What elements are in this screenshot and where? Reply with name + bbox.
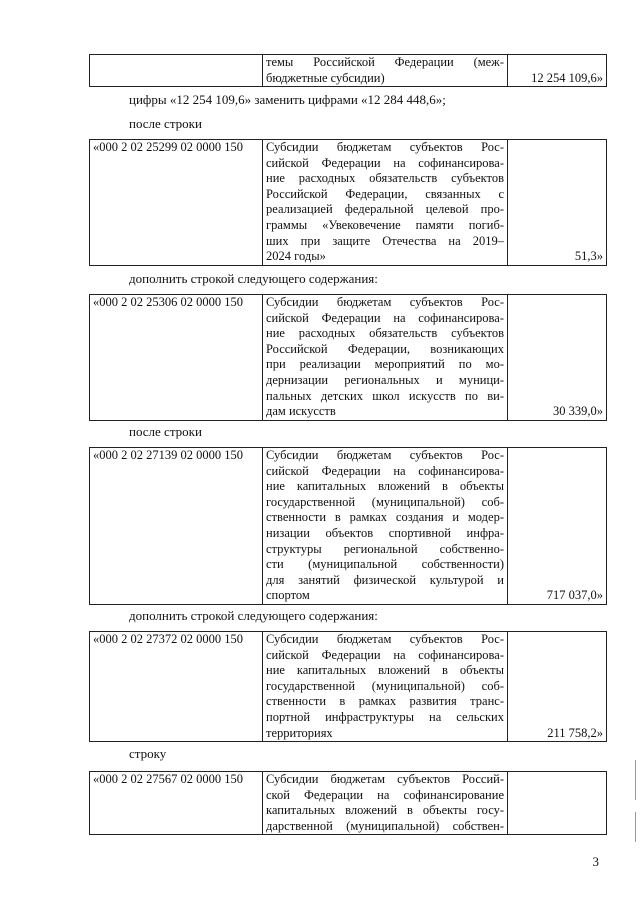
- description-cell: [263, 448, 508, 605]
- description-cell: [263, 632, 508, 742]
- description-line: ние капитальных вложений в объекты: [266, 479, 504, 494]
- description-cell: [263, 295, 508, 421]
- budget-table: [89, 447, 607, 605]
- description-line: территориях: [266, 725, 333, 740]
- description-line: дернизации региональных и муници-: [266, 372, 504, 387]
- code-cell: «000 2 02 25299 02 0000 150: [90, 140, 263, 266]
- budget-table: [89, 294, 607, 421]
- description-line: дам искусств: [266, 404, 336, 419]
- amount-cell: 211 758,2»: [508, 632, 607, 742]
- amount-cell: [508, 772, 607, 835]
- page-number: 3: [592, 854, 599, 869]
- description-line: Субсидии бюджетам субъектов Рос-: [266, 295, 504, 309]
- budget-table: [89, 631, 607, 742]
- description-line: сти (муниципальной собственности): [266, 557, 504, 572]
- budget-table: [89, 771, 607, 835]
- amendment-text: после строки: [129, 116, 202, 131]
- table-row: [90, 55, 607, 87]
- description-line: капитальных вложений в объекты госу-: [266, 803, 504, 818]
- budget-table: [89, 139, 607, 266]
- description-line: государственной (муниципальной) соб-: [266, 678, 504, 693]
- description-line: Субсидии бюджетам субъектов Рос-: [266, 140, 504, 154]
- code-cell: [90, 55, 263, 87]
- description-line: для занятий физической культурой и: [266, 572, 504, 587]
- budget-table-continued: [89, 54, 607, 87]
- description-line: Субсидии бюджетам субъектов Россий-: [266, 772, 504, 786]
- description-line: Российской Федерации, связанных с: [266, 186, 504, 201]
- description-line: 2024 годы»: [266, 249, 326, 264]
- description-line: дарственной (муниципальной) собствен-: [266, 818, 504, 833]
- table-row: [90, 772, 607, 835]
- description-line: темы Российской Федерации (меж-: [266, 55, 504, 69]
- table-row: [90, 140, 607, 266]
- description-line: спортом: [266, 588, 310, 603]
- description-line: ской Федерации на софинансирование: [266, 787, 504, 802]
- amount-cell: 51,3»: [508, 140, 607, 266]
- amendment-text: после строки: [129, 424, 202, 439]
- description-line: портной инфраструктуры на сельских: [266, 709, 504, 724]
- scan-edge-mark: [635, 760, 636, 800]
- code-cell: «000 2 02 27567 02 0000 150: [90, 772, 263, 835]
- code-cell: «000 2 02 25306 02 0000 150: [90, 295, 263, 421]
- description-cell: [263, 140, 508, 266]
- description-line: реализацией федеральной целевой про-: [266, 202, 504, 217]
- description-line: граммы «Увековечение памяти погиб-: [266, 217, 504, 232]
- description-line: Субсидии бюджетам субъектов Рос-: [266, 448, 504, 462]
- amendment-text: дополнить строкой следующего содержания:: [129, 608, 378, 623]
- description-cell: [263, 772, 508, 835]
- amendment-text: цифры «12 254 109,6» заменить цифрами «12 284 448,6»;: [129, 92, 446, 107]
- description-line: ние капитальных вложений в объекты: [266, 663, 504, 678]
- description-line: ние расходных обязательств субъектов: [266, 326, 504, 341]
- description-line: ших при защите Отечества на 2019–: [266, 233, 504, 248]
- table-row: [90, 632, 607, 742]
- table-row: [90, 295, 607, 421]
- amount-cell: 30 339,0»: [508, 295, 607, 421]
- description-line: государственной (муниципальной) соб-: [266, 494, 504, 509]
- amount-cell: 12 254 109,6»: [508, 55, 607, 87]
- description-line: ственности в рамках развития транс-: [266, 694, 504, 709]
- description-line: ственности в рамках создания и модер-: [266, 510, 504, 525]
- amendment-text: дополнить строкой следующего содержания:: [129, 271, 378, 286]
- description-line: ние расходных обязательств субъектов: [266, 171, 504, 186]
- description-cell: [263, 55, 508, 87]
- code-cell: «000 2 02 27372 02 0000 150: [90, 632, 263, 742]
- table-row: [90, 448, 607, 605]
- description-line: сийской Федерации на софинансирова-: [266, 647, 504, 662]
- description-line: при реализации мероприятий по мо-: [266, 357, 504, 372]
- description-line: пальных детских школ искусств по ви-: [266, 388, 504, 403]
- amendment-text: строку: [129, 746, 167, 761]
- scan-edge-mark: [635, 812, 636, 842]
- amount-cell: 717 037,0»: [508, 448, 607, 605]
- description-line: сийской Федерации на софинансирова-: [266, 310, 504, 325]
- code-cell: «000 2 02 27139 02 0000 150: [90, 448, 263, 605]
- description-line: низации объектов спортивной инфра-: [266, 525, 504, 540]
- description-line: Российской Федерации, возникающих: [266, 341, 504, 356]
- description-line: структуры региональной собственно-: [266, 541, 504, 556]
- description-line: бюджетные субсидии): [266, 70, 385, 85]
- description-line: Субсидии бюджетам субъектов Рос-: [266, 632, 504, 646]
- description-line: сийской Федерации на софинансирова-: [266, 155, 504, 170]
- description-line: сийской Федерации на софинансирова-: [266, 463, 504, 478]
